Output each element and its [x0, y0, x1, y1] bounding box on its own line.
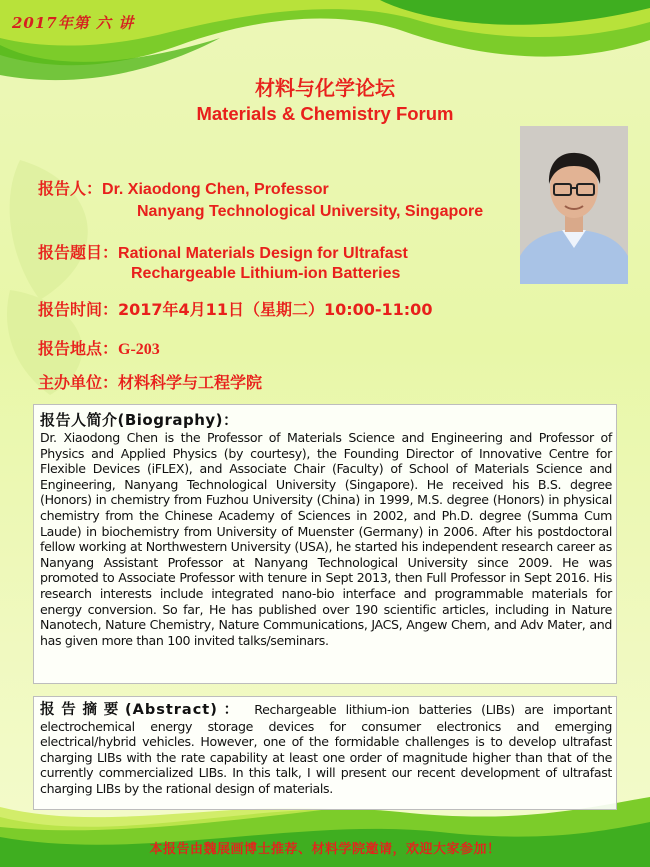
abstract-box [33, 696, 617, 810]
venue-row [38, 336, 160, 359]
abstract-heading: 报告摘要(Abstract)： [40, 702, 245, 718]
lecture-edition: 2017年第 六 讲 [12, 14, 135, 32]
abstract-text: Rechargeable lithium-ion batteries (LIBs) are important electrochemical energy storage devices for consumer electronics and emerging electrical/hybrid vehicles. However, one of the formidable challenges is to develop ultrafast charging LIBs with the rate capability at least one order of magnitude higher than that of the currently commercialized LIBs. In this talk, I will present our recent development of ultrafast charging LIBs by the rational design of materials. [40, 702, 613, 796]
talk-title-line2: Rechargeable Lithium-ion Batteries [131, 265, 401, 282]
speaker-photo [520, 126, 628, 284]
biography-text: Dr. Xiaodong Chen is the Professor of Materials Science and Engineering and Professor of Physics and Applied Physics (by courtesy), the Founding Director of Innovative Centre for Flexible Devices (iFLEX), and Associate Chair (Faculty) of School of Materials Science and Engineering, Nanyang Technological University (Singapore). He received his B.S. degree (Honors) in chemistry from Fuzhou University (China) in 1999, M.S. degree (Honors) in physical chemistry from the Chinese Academy of Sciences in 2002, and Ph.D. degree (Summa Cum Laude) in biochemistry from University of Muenster (Germany) in 2006. After his postdoctoral fellow working at Northwestern University (USA), he started his independent research career as Nanyang Assistant Professor at Nanyang Technological University since 2009. He was promoted to Associate Professor with tenure in Sept 2013, then Full Professor in Sept 2016. His research interests include integrated nano-bio interface and programmable materials for energy conversion. So far, He has published over 190 scientific articles, including in Nature Nanotech, Nature Chemistry, Nature Communications, JACS, Angew Chem, and Adv Mater, and has given more than 100 invited talks/seminars. [40, 430, 612, 648]
talk-title-label: 报告题目： [38, 243, 119, 262]
forum-title-cn: 材料与化学论坛 [255, 76, 395, 100]
host-value: 材料科学与工程学院 [118, 373, 263, 392]
speaker-name: Dr. Xiaodong Chen, Professor [102, 181, 329, 198]
talk-title-line1: Rational Materials Design for Ultrafast [118, 245, 408, 262]
biography-heading: 报告人简介(Biography)： [40, 411, 239, 429]
venue-value: G-203 [118, 341, 160, 358]
abstract-paragraph [40, 702, 612, 797]
time-value: 2017年4月11日（星期二）10:00-11:00 [118, 300, 433, 319]
footer-invitation: 本报告由魏展画博士推荐、材料学院邀请，欢迎大家参加！ [149, 842, 501, 857]
speaker-row [38, 176, 329, 199]
talk-title-row [38, 240, 408, 263]
forum-title-en: Materials & Chemistry Forum [196, 103, 454, 124]
biography-box [33, 404, 617, 684]
host-label: 主办单位： [38, 373, 119, 392]
time-row [38, 297, 432, 320]
speaker-affiliation: Nanyang Technological University, Singapore [137, 203, 484, 220]
time-label: 报告时间： [38, 300, 119, 319]
host-row [38, 370, 262, 393]
speaker-label: 报告人： [38, 179, 103, 198]
person-portrait-icon [520, 126, 628, 284]
venue-label: 报告地点： [38, 339, 119, 358]
